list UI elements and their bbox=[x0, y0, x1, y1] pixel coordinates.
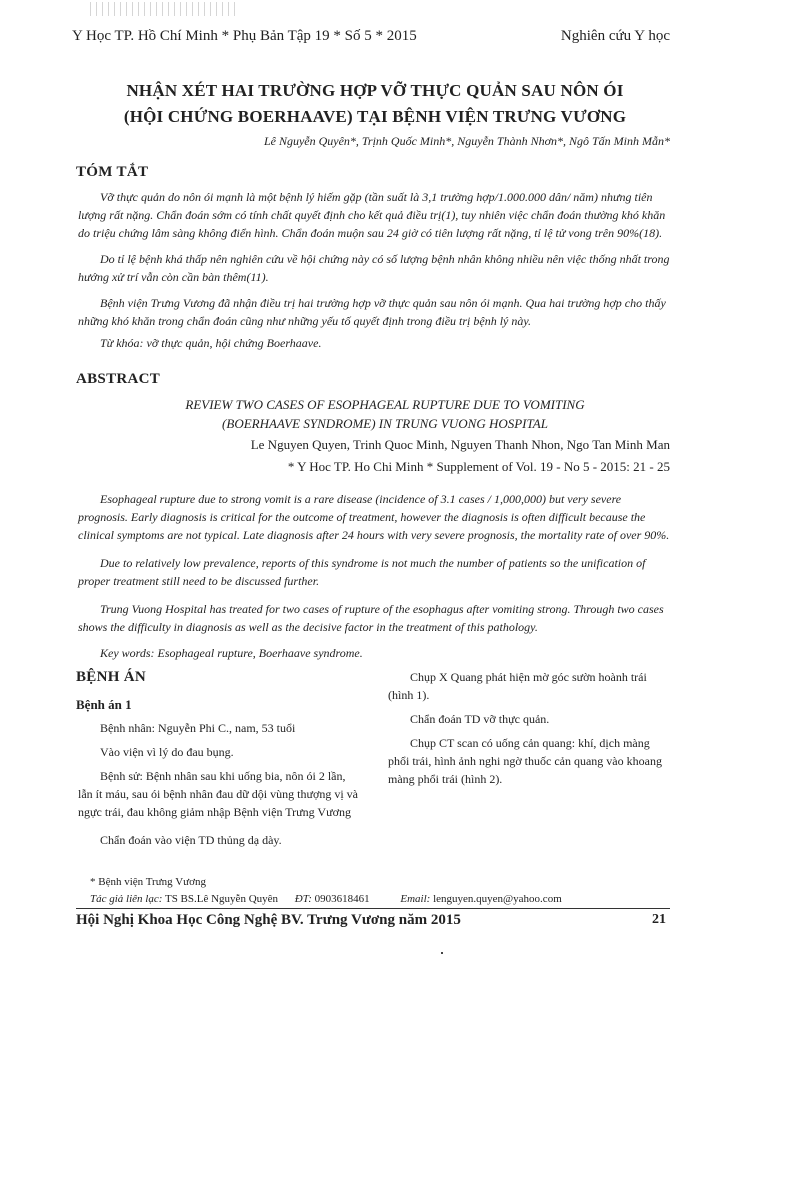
phone-label: ĐT: bbox=[294, 893, 312, 905]
authors-vietnamese: Lê Nguyễn Quyên*, Trịnh Quốc Minh*, Nguyễn Thành Nhơn*, Ngô Tấn Minh Mẫn* bbox=[263, 134, 670, 148]
case-paragraph: Chẩn đoán TD vỡ thực quản. bbox=[410, 712, 550, 726]
summary-body bbox=[78, 188, 670, 352]
title-line-2: (HỘI CHỨNG BOERHAAVE) TẠI BỆNH VIỆN TRƯNG VƯƠNG bbox=[123, 107, 627, 126]
email-label: Email: bbox=[400, 893, 431, 905]
abstract-title-line-1: REVIEW TWO CASES OF ESOPHAGEAL RUPTURE DUE TO VOMITING bbox=[185, 397, 585, 412]
running-header-left: Y Học TP. Hồ Chí Minh * Phụ Bản Tập 19 * Số 5 * 2015 bbox=[72, 28, 417, 44]
scan-dot bbox=[441, 952, 443, 954]
case-paragraph: Chụp X Quang phát hiện mờ góc sườn hoành trái (hình 1). bbox=[388, 670, 647, 702]
footer-conference: Hội Nghị Khoa Học Công Nghệ BV. Trưng Vương năm 2015 bbox=[76, 912, 461, 928]
case-paragraph: Chụp CT scan có uống cản quang: khí, dịch màng phổi trái, hình ảnh nghi ngờ thuốc cản quang vào khoang màng phổi trái (hình 2). bbox=[388, 736, 662, 786]
footer-rule bbox=[76, 908, 670, 909]
abstract-body bbox=[78, 490, 670, 662]
summary-paragraph: Vỡ thực quản do nôn ói mạnh là một bệnh lý hiếm gặp (tần suất là 3,1 trường hợp/1.000.000 dân/ năm) nhưng tiên lượng rất nặng. Chẩn đoán sớm có tính chất quyết định cho kết quả điều trị(1), tuy nhiên việc chẩn đoán thường khó khăn do triệu chứng lâm sàng không điển hình. Chẩn đoán muộn sau 24 giờ có tiên lượng rất nặng, tỉ lệ tử vong trên 90%(18). bbox=[78, 190, 666, 240]
abstract-paragraph: Trung Vuong Hospital has treated for two cases of rupture of the esophagus after vomiting strong. Through two cases shows the difficulty in diagnosis as well as the decisive factor in the treatment of this pathology. bbox=[78, 602, 664, 634]
abstract-title-line-2: (BOERHAAVE SYNDROME) IN TRUNG VUONG HOSPITAL bbox=[222, 416, 548, 431]
case-paragraph: Chẩn đoán vào viện TD thủng dạ dày. bbox=[100, 833, 282, 847]
article-title bbox=[60, 78, 690, 130]
summary-paragraph: Do tỉ lệ bệnh khá thấp nên nghiên cứu về hội chứng này có số lượng bệnh nhân không nhiều nên việc thống nhất trong hướng xử trí vẫn còn cần bàn thêm(11). bbox=[78, 252, 670, 284]
abstract-paragraph: Due to relatively low prevalence, reports of this syndrome is not much the number of patients so the unification of proper treatment still need to be discussed further. bbox=[78, 556, 646, 588]
email-address: lenguyen.quyen@yahoo.com bbox=[433, 893, 562, 905]
case-paragraph: Vào viện vì lý do đau bụng. bbox=[100, 745, 234, 759]
scan-artifact bbox=[90, 2, 240, 16]
abstract-heading: ABSTRACT bbox=[76, 371, 161, 387]
case-heading: BỆNH ÁN bbox=[76, 669, 147, 685]
abstract-paragraph: Esophageal rupture due to strong vomit is a rare disease (incidence of 3.1 cases / 1,000,000) but very severe prognosis. Early diagnosis is critical for the outcome of treatment, however the diagnosis is often difficult because the clinical symptoms are not typical. Late diagnosis after 24 hours with very severe prognosis, the mortality rate of over 90%. bbox=[78, 492, 670, 542]
abstract-authors: Le Nguyen Quyen, Trinh Quoc Minh, Nguyen Thanh Nhon, Ngo Tan Minh Man bbox=[250, 437, 670, 452]
abstract-citation: * Y Hoc TP. Ho Chi Minh * Supplement of Vol. 19 - No 5 - 2015: 21 - 25 bbox=[287, 459, 670, 474]
abstract-title bbox=[100, 395, 670, 433]
case-left-column bbox=[78, 719, 360, 855]
case-paragraph: Bệnh sử: Bệnh nhân sau khi uống bia, nôn ói 2 lần, lẫn ít máu, sau ói bệnh nhân đau dữ dội vùng thượng vị và ngực trái, đau không giảm nhập Bệnh viện Trưng Vương bbox=[78, 769, 358, 819]
contact-name: TS BS.Lê Nguyễn Quyên bbox=[164, 893, 279, 905]
summary-keywords: Từ khóa: vỡ thực quản, hội chứng Boerhaave. bbox=[100, 336, 322, 350]
contact-label: Tác giả liên lạc: bbox=[90, 893, 163, 905]
footnote-contact bbox=[90, 893, 670, 905]
summary-heading: TÓM TẮT bbox=[76, 164, 149, 180]
page-number: 21 bbox=[652, 912, 666, 927]
case-paragraph: Bệnh nhân: Nguyễn Phi C., nam, 53 tuổi bbox=[100, 721, 296, 735]
summary-paragraph: Bệnh viện Trưng Vương đã nhận điều trị hai trường hợp vỡ thực quản sau nôn ói mạnh. Qua hai trường hợp cho thấy những khó khăn trong chẩn đoán cũng như những yếu tố quyết định trong điều trị bệnh lý này. bbox=[78, 296, 666, 328]
case-subheading: Bệnh án 1 bbox=[76, 697, 132, 712]
running-header-right: Nghiên cứu Y học bbox=[560, 28, 670, 44]
phone-number: 0903618461 bbox=[314, 893, 370, 905]
footnote-affiliation: * Bệnh viện Trưng Vương bbox=[90, 876, 206, 888]
case-right-column bbox=[388, 668, 670, 794]
abstract-keywords: Key words: Esophageal rupture, Boerhaave syndrome. bbox=[100, 646, 363, 660]
title-line-1: NHẬN XÉT HAI TRƯỜNG HỢP VỠ THỰC QUẢN SAU NÔN ÓI bbox=[126, 81, 624, 100]
